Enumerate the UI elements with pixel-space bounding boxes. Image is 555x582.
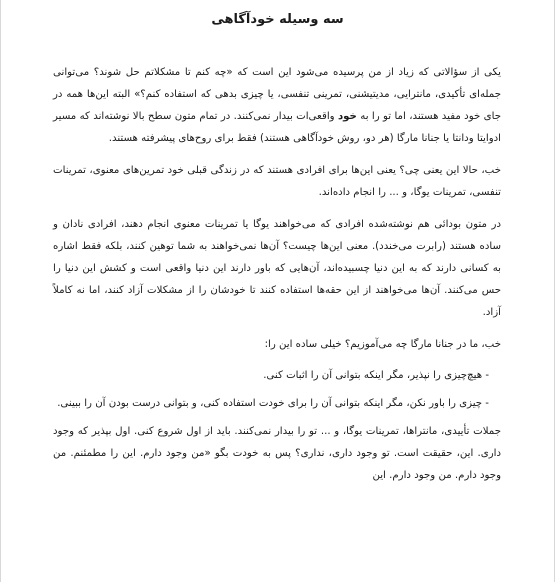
bold-word: خود bbox=[337, 111, 357, 122]
document-body bbox=[53, 62, 501, 497]
document-title: سه وسیله خودآگاهی bbox=[211, 12, 344, 27]
paragraph-1-part-2: واقعی‌ات بیدار نمی‌کنند. در تمام متون سطح بالا نوشته‌اند که مسیر ادوایتا ودانتا یا جنانا مارگا (هر دو، روش خودآگاهی هستند) فقط برای روح‌های پیشرفته هستند. bbox=[53, 111, 501, 144]
paragraph-2: خب، حالا این یعنی چی؟ یعنی این‌ها برای افرادی هستند که در زندگی قبلی خود تمرین‌های معنوی، تمرینات تنفسی، تمرینات یوگا، و ... را انجام داده‌اند. bbox=[53, 165, 501, 198]
list-item-2: - چیزی را باور نکن، مگر اینکه بتوانی آن را برای خودت استفاده کنی، و بتوانی درست بودن آن را ببینی. bbox=[57, 398, 489, 409]
paragraph-1 bbox=[53, 62, 501, 150]
paragraph-1-part-1: یکی از سؤالاتی که زیاد از من پرسیده می‌شود این است که «چه کنم تا مشکلاتم حل شوند؟ می‌توانی جمله‌ای تأکیدی، مانترایی، مدیتیشنی، تمرینی تنفسی، یا چیزی بدهی که استفاده کنم؟» البته این‌ها همه در جای خود مفید هستند، اما تو را به bbox=[53, 67, 501, 122]
list-item-1: - هیچ‌چیزی را نپذیر، مگر اینکه بتوانی آن را اثبات کنی. bbox=[263, 370, 489, 381]
paragraph-4: خب، ما در جنانا مارگا چه می‌آموزیم؟ خیلی ساده این را: bbox=[264, 339, 501, 350]
closing-paragraph: جملات تأییدی، مانتراها، تمرینات یوگا، و ... تو را بیدار نمی‌کنند. باید از اول شروع کنی. اول بپذیر که وجود داری. این، حقیقت است. تو وجود داری، نداری؟ پس به خودت بگو «من وجود دارم. این را مطمئنم. من وجود دارم. من وجود دارم. این bbox=[53, 426, 501, 481]
paragraph-3: در متون بودائی هم نوشته‌شده افرادی که می‌خواهند یوگا یا تمرینات معنوی انجام دهند، افرادی نادان و ساده هستند (رابرت می‌خندد). معنی این‌ها چیست؟ آن‌ها نمی‌خواهند به شما توهین کنند، بلکه فقط اشاره به کسانی دارند که به این دنیا چسبیده‌اند، آن‌هایی که باور دارند این دنیا واقعی است و کشش این دنیا را حس می‌کنند. آن‌ها می‌خواهند از این حقه‌ها استفاده کنند تا خودشان را از مشکلات آزاد کنند، اما نه کاملاً آزاد. bbox=[53, 219, 501, 318]
